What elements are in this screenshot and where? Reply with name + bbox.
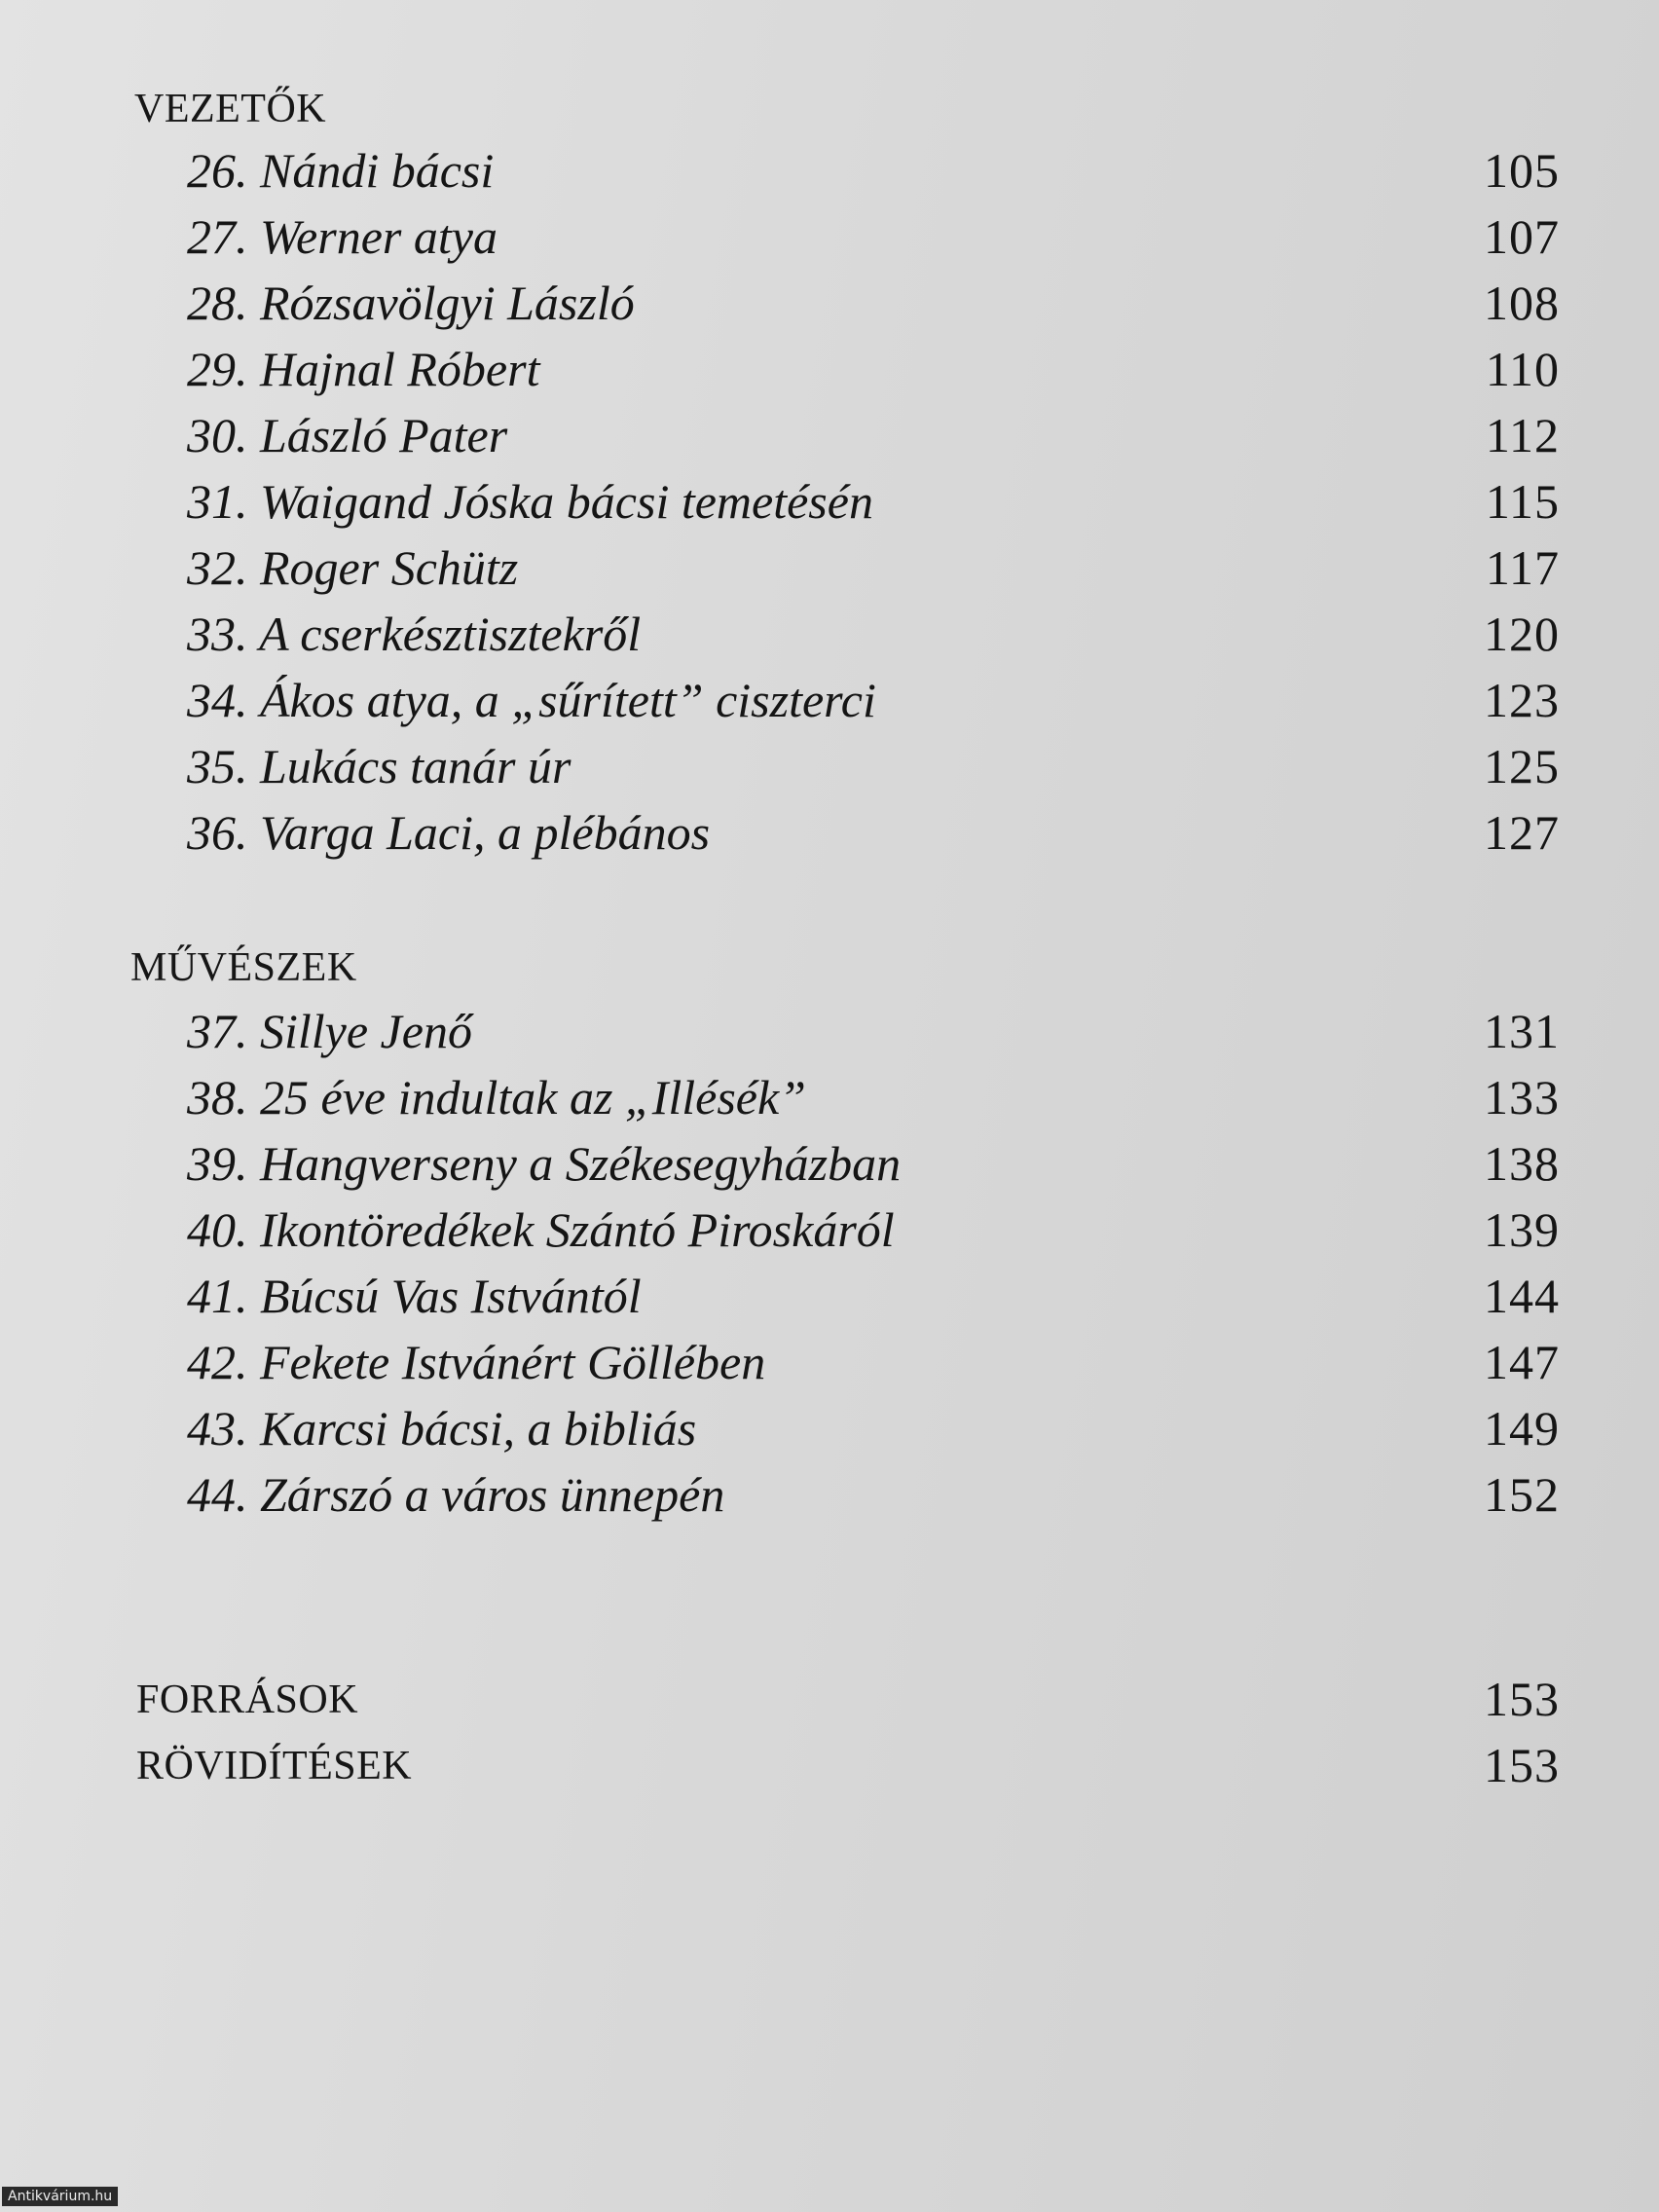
toc-entry-title: 37. Sillye Jenő xyxy=(187,1004,472,1058)
toc-entry[interactable] xyxy=(187,142,1560,206)
toc-entry-title: 38. 25 éve indultak az „Illésék” xyxy=(187,1070,806,1124)
toc-entry-page: 117 xyxy=(1485,540,1560,595)
toc-entry-title: 41. Búcsú Vas Istvántól xyxy=(187,1269,642,1323)
toc-entry-title: 34. Ákos atya, a „sűrített” ciszterci xyxy=(187,673,876,727)
toc-entry-page: 127 xyxy=(1484,805,1560,860)
toc-entry-rovidites[interactable] xyxy=(136,1738,1560,1801)
toc-entry-page: 108 xyxy=(1484,276,1560,330)
toc-entry-page: 110 xyxy=(1485,342,1560,396)
toc-entry-title: FORRÁSOK xyxy=(136,1677,359,1722)
toc-entry-page: 123 xyxy=(1484,673,1560,727)
section-title-muveszek: MŰVÉSZEK xyxy=(130,945,357,990)
toc-entry-title: 26. Nándi bácsi xyxy=(187,143,495,198)
toc-entry-page: 112 xyxy=(1485,408,1560,462)
toc-entry-page: 153 xyxy=(1484,1672,1560,1726)
toc-entry[interactable] xyxy=(187,208,1560,273)
toc-entry-title: 32. Roger Schütz xyxy=(187,540,519,595)
toc-entry-page: 147 xyxy=(1484,1335,1560,1389)
toc-entry-page: 115 xyxy=(1485,474,1560,529)
toc-entry[interactable] xyxy=(187,1466,1560,1530)
toc-entry[interactable] xyxy=(187,275,1560,339)
toc-entry-title: RÖVIDÍTÉSEK xyxy=(136,1744,413,1788)
toc-entry-title: 36. Varga Laci, a plébános xyxy=(187,805,711,860)
toc-entry[interactable] xyxy=(187,341,1560,405)
toc-entry-page: 131 xyxy=(1484,1004,1560,1058)
toc-entry-page: 120 xyxy=(1484,607,1560,661)
toc-entry-page: 138 xyxy=(1484,1136,1560,1191)
toc-entry-title: 43. Karcsi bácsi, a bibliás xyxy=(187,1401,697,1456)
toc-entry[interactable] xyxy=(187,672,1560,736)
toc-entry[interactable] xyxy=(187,804,1560,868)
toc-entry[interactable] xyxy=(187,1268,1560,1332)
toc-entry[interactable] xyxy=(187,473,1560,537)
toc-entry-title: 31. Waigand Jóska bácsi temetésén xyxy=(187,474,873,529)
toc-entry-title: 28. Rózsavölgyi László xyxy=(187,276,635,330)
toc-entry-page: 125 xyxy=(1484,739,1560,793)
toc-entry-page: 152 xyxy=(1484,1467,1560,1522)
toc-entry-title: 44. Zárszó a város ünnepén xyxy=(187,1467,725,1522)
toc-entry-page: 149 xyxy=(1484,1401,1560,1456)
toc-entry-title: 29. Hajnal Róbert xyxy=(187,342,540,396)
toc-entry-title: 33. A cserkésztisztekről xyxy=(187,607,642,661)
toc-entry-title: 30. László Pater xyxy=(187,408,508,462)
toc-entry-title: 40. Ikontöredékek Szántó Piroskáról xyxy=(187,1202,895,1257)
toc-entry-title: 39. Hangverseny a Székesegyházban xyxy=(187,1136,902,1191)
toc-entry-page: 105 xyxy=(1484,143,1560,198)
toc-entry-page: 133 xyxy=(1484,1070,1560,1124)
toc-entry-title: 27. Werner atya xyxy=(187,209,498,264)
toc-entry-page: 153 xyxy=(1484,1738,1560,1792)
toc-entry[interactable] xyxy=(187,738,1560,802)
toc-entry-page: 107 xyxy=(1484,209,1560,264)
toc-entry[interactable] xyxy=(187,539,1560,604)
toc-entry[interactable] xyxy=(187,1069,1560,1133)
toc-entry[interactable] xyxy=(187,407,1560,471)
watermark: Antikvárium.hu xyxy=(2,2187,118,2206)
toc-entry-forrasok[interactable] xyxy=(136,1672,1560,1735)
toc-entry[interactable] xyxy=(187,1003,1560,1067)
toc-entry-page: 144 xyxy=(1484,1269,1560,1323)
toc-entry[interactable] xyxy=(187,1400,1560,1464)
toc-entry[interactable] xyxy=(187,606,1560,670)
toc-entry-title: 35. Lukács tanár úr xyxy=(187,739,571,793)
toc-entry[interactable] xyxy=(187,1334,1560,1398)
toc-entry[interactable] xyxy=(187,1201,1560,1266)
section-title-vezetok: VEZETŐK xyxy=(134,87,327,131)
toc-entry[interactable] xyxy=(187,1135,1560,1199)
toc-entry-page: 139 xyxy=(1484,1202,1560,1257)
toc-entry-title: 42. Fekete Istvánért Göllében xyxy=(187,1335,766,1389)
